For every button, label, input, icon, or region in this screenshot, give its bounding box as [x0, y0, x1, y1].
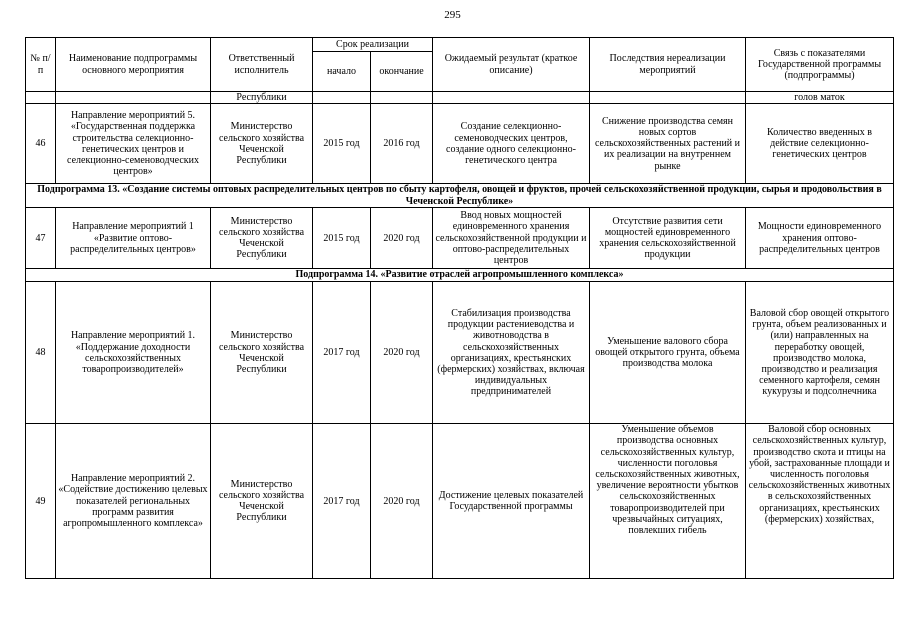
row-consequences: Уменьшение валового сбора овощей открытого грунта, объема производства молока	[590, 282, 746, 424]
row-name: Направление мероприятий 2. «Содействие достижению целевых показателей региональных программ развития агропромышленного комплекса»	[56, 424, 211, 579]
row-link: Количество введенных в действие селекционно-генетических центров	[746, 104, 894, 184]
subprogram-14-row	[26, 269, 894, 282]
row-num: 49	[26, 424, 56, 579]
table-row	[26, 208, 894, 269]
row-num: 48	[26, 282, 56, 424]
page-number: 295	[444, 9, 461, 21]
row-start: 2017 год	[313, 282, 371, 424]
program-table	[25, 37, 894, 579]
subprogram-13-title: Подпрограмма 13. «Создание системы оптовых распределительных центров по сбыту картофеля, овощей и фруктов, прочей сельскохозяйственной продукции, сырья и продовольствия в Чеченской Республике»	[26, 184, 894, 208]
table-row	[26, 282, 894, 424]
row-link: Валовой сбор основных сельскохозяйственных культур, производство скота и птицы на убой, застрахованные площади и численность поголовья сельскохозяйственных животных в сельскохозяйственных организациях, крестьянских (фермерских) хозяйствах,	[746, 424, 894, 579]
carry-link: голов маток	[746, 92, 894, 104]
row-end: 2016 год	[371, 104, 433, 184]
header-period: Срок реализации	[313, 38, 433, 52]
header-start: начало	[313, 52, 371, 92]
row-end: 2020 год	[371, 282, 433, 424]
row-result: Достижение целевых показателей Государственной программы	[433, 424, 590, 579]
row-link: Мощности единовременного хранения оптово-распределительных центров	[746, 208, 894, 269]
header-end: окончание	[371, 52, 433, 92]
row-num: 46	[26, 104, 56, 184]
row-consequences: Отсутствие развития сети мощностей единовременного хранения сельскохозяйственной продукции	[590, 208, 746, 269]
row-name: Направление мероприятий 1. «Поддержание доходности сельскохозяйственных товаропроизводителей»	[56, 282, 211, 424]
carry-row	[26, 92, 894, 104]
row-result: Ввод новых мощностей единовременного хранения сельскохозяйственной продукции и оптово-распределительных центров	[433, 208, 590, 269]
row-responsible: Министерство сельского хозяйства Чеченской Республики	[211, 208, 313, 269]
row-consequences: Уменьшение объемов производства основных сельскохозяйственных культур, численности поголовья сельскохозяйственных животных, увеличение вероятности убытков сельскохозяйственных товаропроизводителей при чрезвычайных ситуациях, повлекших гибель	[590, 424, 746, 579]
subprogram-14-title: Подпрограмма 14. «Развитие отраслей агропромышленного комплекса»	[26, 269, 894, 282]
row-link: Валовой сбор овощей открытого грунта, объем реализованных и (или) направленных на переработку овощей, производство молока, производство и реализация семенного картофеля, семян кукурузы и подсолнечника	[746, 282, 894, 424]
row-num: 47	[26, 208, 56, 269]
row-start: 2015 год	[313, 208, 371, 269]
row-responsible: Министерство сельского хозяйства Чеченской Республики	[211, 424, 313, 579]
header-result: Ожидаемый результат (краткое описание)	[433, 38, 590, 92]
row-name: Направление мероприятий 1 «Развитие оптово-распределительных центров»	[56, 208, 211, 269]
header-name: Наименование подпрограммы основного мероприятия	[56, 38, 211, 92]
row-result: Создание селекционно-семеноводческих центров, создание одного селекционно- генетического центра	[433, 104, 590, 184]
header-consequences: Последствия нереализации мероприятий	[590, 38, 746, 92]
row-end: 2020 год	[371, 208, 433, 269]
row-responsible: Министерство сельского хозяйства Чеченской Республики	[211, 104, 313, 184]
carry-responsible: Республики	[211, 92, 313, 104]
header-responsible: Ответственный исполнитель	[211, 38, 313, 92]
header-link: Связь с показателями Государственной программы (подпрограммы)	[746, 38, 894, 92]
header-num: № п/п	[26, 38, 56, 92]
row-result: Стабилизация производства продукции растениеводства и животноводства в сельскохозяйственных организациях, крестьянских (фермерских) хозяйствах, включая индивидуальных предпринимателей	[433, 282, 590, 424]
row-end: 2020 год	[371, 424, 433, 579]
header-row-1	[26, 38, 894, 52]
row-start: 2015 год	[313, 104, 371, 184]
table-row	[26, 424, 894, 579]
row-start: 2017 год	[313, 424, 371, 579]
row-responsible: Министерство сельского хозяйства Чеченской Республики	[211, 282, 313, 424]
row-name: Направление мероприятий 5. «Государственная поддержка строительства селекционно-генетических центров и селекционно-семеноводческих центров»	[56, 104, 211, 184]
subprogram-13-row	[26, 184, 894, 208]
table-row	[26, 104, 894, 184]
row-consequences: Снижение производства семян новых сортов сельскохозяйственных растений и их реализации на внутреннем рынке	[590, 104, 746, 184]
